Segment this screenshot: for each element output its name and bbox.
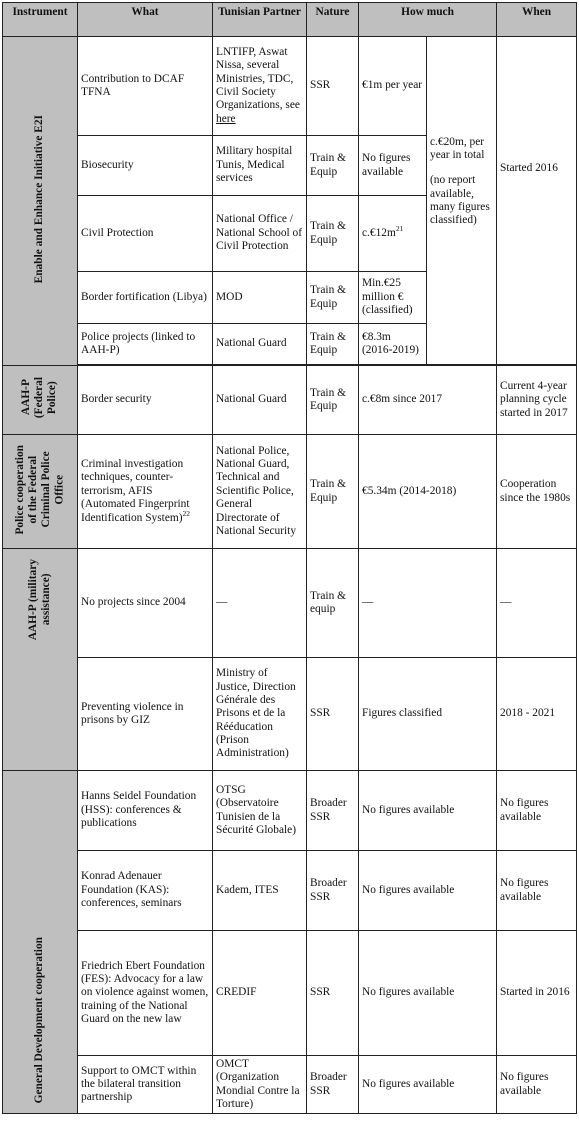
header-how-much: How much xyxy=(359,3,497,37)
instrument-gdc xyxy=(3,771,78,1114)
cell-how-much: €8.3m (2016-2019) xyxy=(359,324,427,365)
here-link[interactable]: here xyxy=(216,112,236,125)
cell-partner: National Guard xyxy=(213,324,307,365)
cell-partner: CREDIF xyxy=(213,931,307,1056)
instrument-e2i xyxy=(3,37,78,366)
e2i-total-amount: c.€20m, per year in total xyxy=(430,135,485,161)
table-row xyxy=(3,931,577,1056)
cell-how-much: — xyxy=(359,549,497,658)
cell-nature: Train & Equip xyxy=(307,366,359,435)
cell-how-much: c.€8m since 2017 xyxy=(359,366,497,435)
table-row xyxy=(3,37,577,136)
cell-partner: National Office / National School of Civil Protection xyxy=(213,196,307,272)
cell-how-much: $c.€12m^{21}$ xyxy=(359,196,427,272)
cell-nature: SSR xyxy=(307,37,359,136)
cell-e2i-when: Started 2016 xyxy=(497,136,577,365)
cell-how-much: No figures available xyxy=(359,771,497,851)
cell-how-much-total-top xyxy=(427,37,497,136)
cell-when: 2018 - 2021 xyxy=(497,658,577,771)
header-what: What xyxy=(78,3,213,37)
cell-partner: Ministry of Justice, Direction Générale des Prisons et de la Rééducation (Prison Administration) xyxy=(213,658,307,771)
cell-what: Preventing violence in prisons by GIZ xyxy=(78,658,213,771)
cell-what: Support to OMCT within the bilateral transition partnership xyxy=(78,1056,213,1114)
cell-what: Civil Protection xyxy=(78,196,213,272)
cell-partner: LNTIFP, Aswat Nissa, several Ministries, TDC, Civil Society Organizations, see here xyxy=(213,37,307,136)
cell-how-much: No figures available xyxy=(359,851,497,931)
instrument-aahp-military xyxy=(3,549,78,771)
cell-what: Friedrich Ebert Foundation (FES): Advocacy for a law on violence against women, training of the National Guard on the new law xyxy=(78,931,213,1056)
header-row xyxy=(3,3,577,37)
table-row xyxy=(3,658,577,771)
table-row xyxy=(3,851,577,931)
cell-nature: Train & Equip xyxy=(307,435,359,549)
instrument-label: Enable and Enhance Initiative E2I xyxy=(33,114,46,284)
cell-partner: MOD xyxy=(213,272,307,324)
cell-what: No projects since 2004 xyxy=(78,549,213,658)
cell-how-much: No figures available xyxy=(359,931,497,1056)
instrument-label: Police cooperation of the Federal Criminal Police Office xyxy=(13,444,66,535)
cell-nature: Broader SSR xyxy=(307,771,359,851)
cell-when: Cooperation since the 1980s xyxy=(497,435,577,549)
header-instrument: Instrument xyxy=(3,3,78,37)
cell-nature: Train & Equip xyxy=(307,136,359,196)
table-row xyxy=(3,549,577,658)
instrument-aahp-police xyxy=(3,366,78,435)
header-nature: Nature xyxy=(307,3,359,37)
cell-nature: SSR xyxy=(307,931,359,1056)
cell-how-much: €5.34m (2014-2018) xyxy=(359,435,497,549)
cell-nature: Train & Equip xyxy=(307,324,359,365)
cell-partner: — xyxy=(213,549,307,658)
header-when: When xyxy=(497,3,577,37)
table-row xyxy=(3,435,577,549)
cell-when: Started in 2016 xyxy=(497,931,577,1056)
cell-what: Biosecurity xyxy=(78,136,213,196)
cell-nature: Train & equip xyxy=(307,549,359,658)
cell-when: No figures available xyxy=(497,771,577,851)
cell-how-much: Min.€25 million € (classified) xyxy=(359,272,427,324)
instrument-bka xyxy=(3,435,78,549)
cell-what: Border security xyxy=(78,366,213,435)
cell-nature: Broader SSR xyxy=(307,851,359,931)
cell-when-top xyxy=(497,37,577,136)
footnote-21: 21 xyxy=(395,224,404,234)
header-partner: Tunisian Partner xyxy=(213,3,307,37)
e2i-total-note: (no report available, many figures classified) xyxy=(430,174,490,227)
cell-how-much: €1m per year xyxy=(359,37,427,136)
cell-how-much: No figures available xyxy=(359,1056,497,1114)
cell-nature: SSR xyxy=(307,658,359,771)
instrument-label: General Development cooperation xyxy=(33,936,46,1104)
cell-nature: Broader SSR xyxy=(307,1056,359,1114)
cell-partner: Military hospital Tunis, Medical services xyxy=(213,136,307,196)
cell-nature: Train & Equip xyxy=(307,196,359,272)
instrument-label: AAH-P (Federal Police) xyxy=(20,377,59,419)
cell-partner: OMCT (Organization Mondial Contre la Torture) xyxy=(213,1056,307,1114)
instrument-label: AAH-P (military assistance) xyxy=(26,559,52,641)
cell-partner: OTSG (Observatoire Tunisien de la Sécurité Globale) xyxy=(213,771,307,851)
security-cooperation-table xyxy=(2,2,577,1114)
cell-when: — xyxy=(497,549,577,658)
cell-what: Contribution to DCAF TFNA xyxy=(78,37,213,136)
table-row xyxy=(3,771,577,851)
cell-when: Current 4-year planning cycle started in 2017 xyxy=(497,366,577,435)
cell-when: No figures available xyxy=(497,1056,577,1114)
cell-what: Konrad Adenauer Foundation (KAS): conferences, seminars xyxy=(78,851,213,931)
cell-partner: National Guard xyxy=(213,366,307,435)
cell-partner: National Police, National Guard, Technical and Scientific Police, General Directorate of National Security xyxy=(213,435,307,549)
cell-partner: Kadem, ITES xyxy=(213,851,307,931)
cell-when: No figures available xyxy=(497,851,577,931)
footnote-22: 22 xyxy=(182,508,191,518)
table-row xyxy=(3,1056,577,1114)
table-row xyxy=(3,366,577,435)
cell-what: Border fortification (Libya) xyxy=(78,272,213,324)
cell-nature: Train & Equip xyxy=(307,272,359,324)
cell-e2i-total xyxy=(427,136,497,365)
cell-how-much: No figures available xyxy=(359,136,427,196)
cell-what: Police projects (linked to AAH-P) xyxy=(78,324,213,365)
cell-what: Criminal investigation techniques, counter-terrorism, AFIS (Automated Fingerprint Identification System)$^{22}$ xyxy=(78,435,213,549)
table-row xyxy=(3,136,577,196)
cell-how-much: Figures classified xyxy=(359,658,497,771)
cell-what: Hanns Seidel Foundation (HSS): conferences & publications xyxy=(78,771,213,851)
